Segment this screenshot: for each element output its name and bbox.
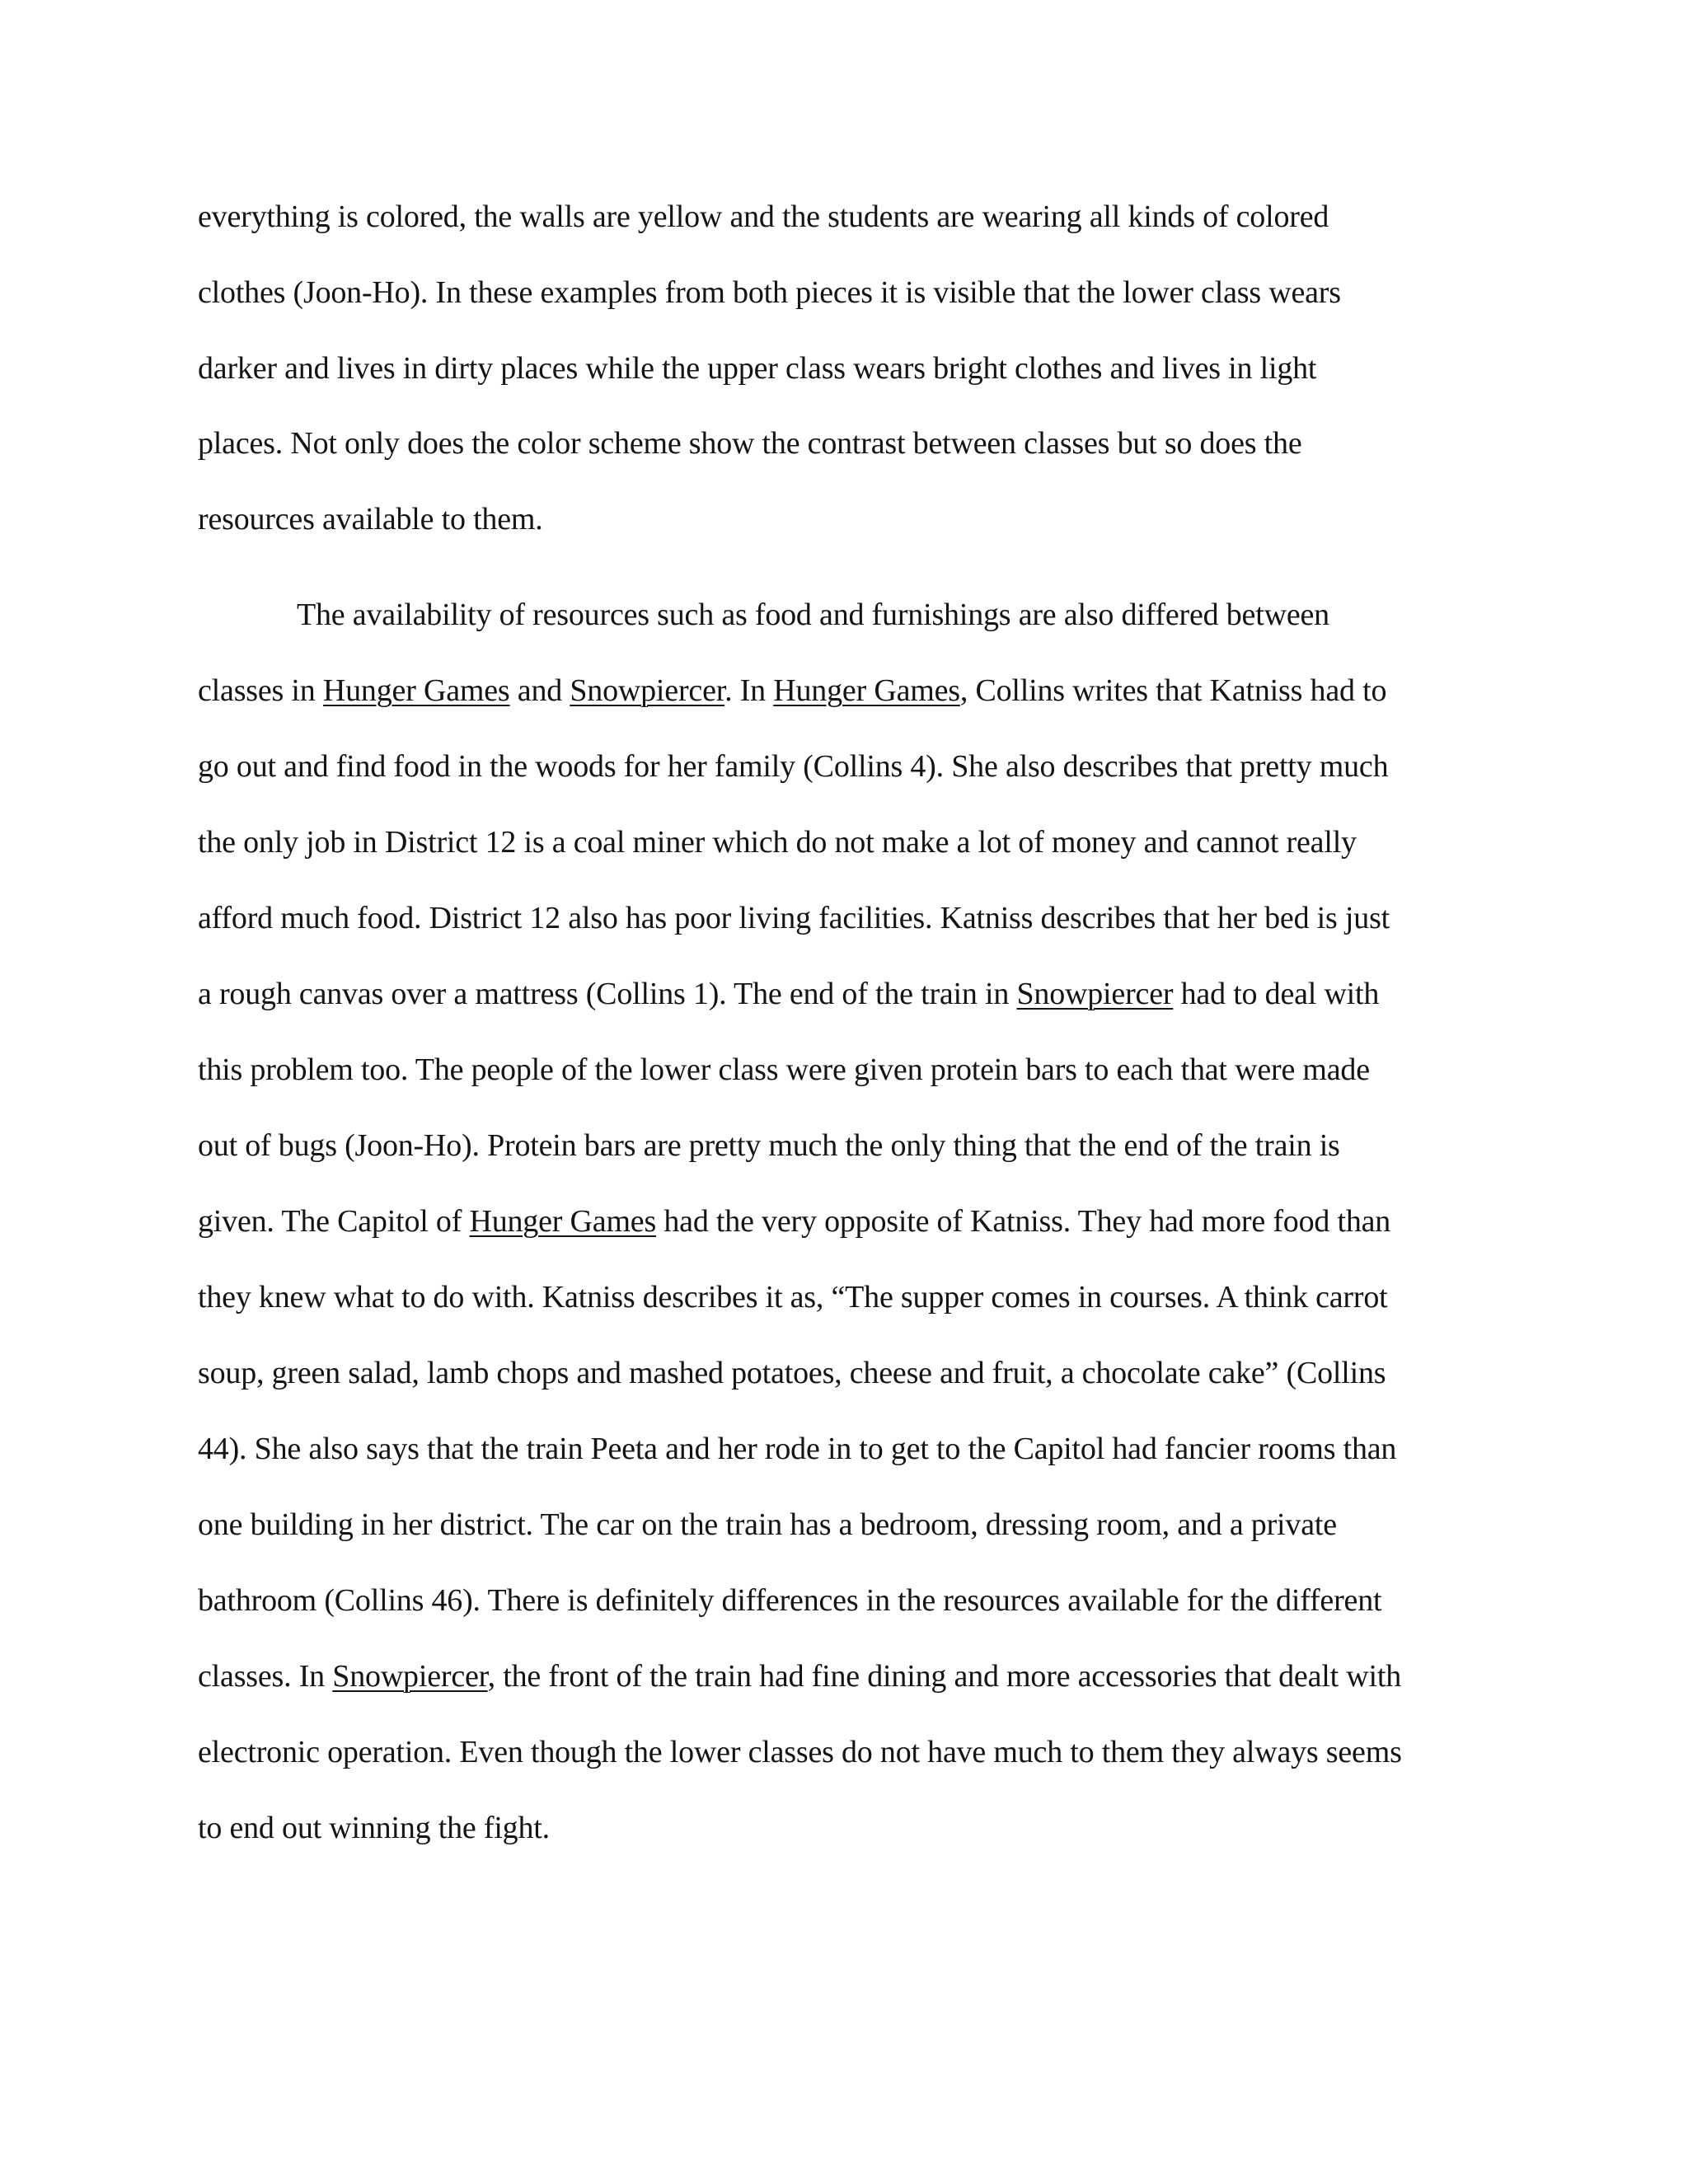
text-segment: given. The Capitol of — [198, 1204, 470, 1239]
text-segment: had the very opposite of Katniss. They had more food than — [656, 1204, 1391, 1239]
text-segment: , the front of the train had fine dining and more accessories that dealt with — [487, 1659, 1402, 1694]
paragraph-2-line-17: to end out winning the fight. — [198, 1811, 550, 1845]
paragraph-1-line-3: darker and lives in dirty places while the upper class wears bright clothes and lives in light — [198, 351, 1317, 386]
text-segment: classes in — [198, 673, 323, 708]
film-title: Snowpiercer — [1016, 977, 1174, 1011]
book-title: Hunger Games — [469, 1204, 657, 1239]
text-segment: . In — [724, 673, 774, 708]
paragraph-2-line-13: one building in her district. The car on the train has a bedroom, dressing room, and a private — [198, 1507, 1337, 1542]
text-segment: a rough canvas over a mattress (Collins 1). The end of the train in — [198, 977, 1017, 1011]
paragraph-2-line-8: out of bugs (Joon-Ho). Protein bars are pretty much the only thing that the end of the train is — [198, 1128, 1340, 1163]
paragraph-2-line-15 — [198, 1657, 1401, 1695]
book-title: Hunger Games — [773, 673, 960, 708]
paragraph-2-line-4: the only job in District 12 is a coal miner which do not make a lot of money and cannot really — [198, 825, 1357, 860]
paragraph-2-line-14: bathroom (Collins 46). There is definitely differences in the resources available for the different — [198, 1583, 1382, 1618]
paragraph-2-line-9 — [198, 1202, 1390, 1240]
paragraph-1-line-5: resources available to them. — [198, 502, 543, 537]
text-segment: classes. In — [198, 1659, 333, 1694]
paragraph-2-line-5: afford much food. District 12 also has poor living facilities. Katniss describes that her bed is just — [198, 901, 1390, 935]
paragraph-1-line-4: places. Not only does the color scheme show the contrast between classes but so does the — [198, 426, 1302, 461]
paragraph-1-line-2: clothes (Joon-Ho). In these examples from both pieces it is visible that the lower class wears — [198, 275, 1341, 310]
paragraph-1-line-1: everything is colored, the walls are yellow and the students are wearing all kinds of colored — [198, 199, 1329, 234]
paragraph-2-line-3: go out and find food in the woods for her family (Collins 4). She also describes that pretty much — [198, 749, 1389, 784]
paragraph-2-line-7: this problem too. The people of the lower class were given protein bars to each that were made — [198, 1052, 1370, 1087]
paragraph-2-line-16: electronic operation. Even though the lower classes do not have much to them they always seems — [198, 1735, 1402, 1769]
paragraph-2-line-12: 44). She also says that the train Peeta and her rode in to get to the Capitol had fancier rooms than — [198, 1432, 1397, 1466]
paragraph-2-line-11: soup, green salad, lamb chops and mashed potatoes, cheese and fruit, a chocolate cake” (Collins — [198, 1356, 1386, 1390]
film-title: Snowpiercer — [332, 1659, 488, 1694]
text-segment: had to deal with — [1173, 977, 1380, 1011]
paragraph-2-line-6 — [198, 975, 1379, 1013]
text-segment: and — [509, 673, 570, 708]
book-title: Hunger Games — [322, 673, 510, 708]
paragraph-2-line-2 — [198, 672, 1386, 710]
paragraph-2-line-10: they knew what to do with. Katniss describes it as, “The supper comes in courses. A think carrot — [198, 1280, 1388, 1315]
text-segment: , Collins writes that Katniss had to — [959, 673, 1387, 708]
film-title: Snowpiercer — [570, 673, 725, 708]
paragraph-2-line-1: The availability of resources such as food and furnishings are also differed between — [297, 598, 1329, 632]
